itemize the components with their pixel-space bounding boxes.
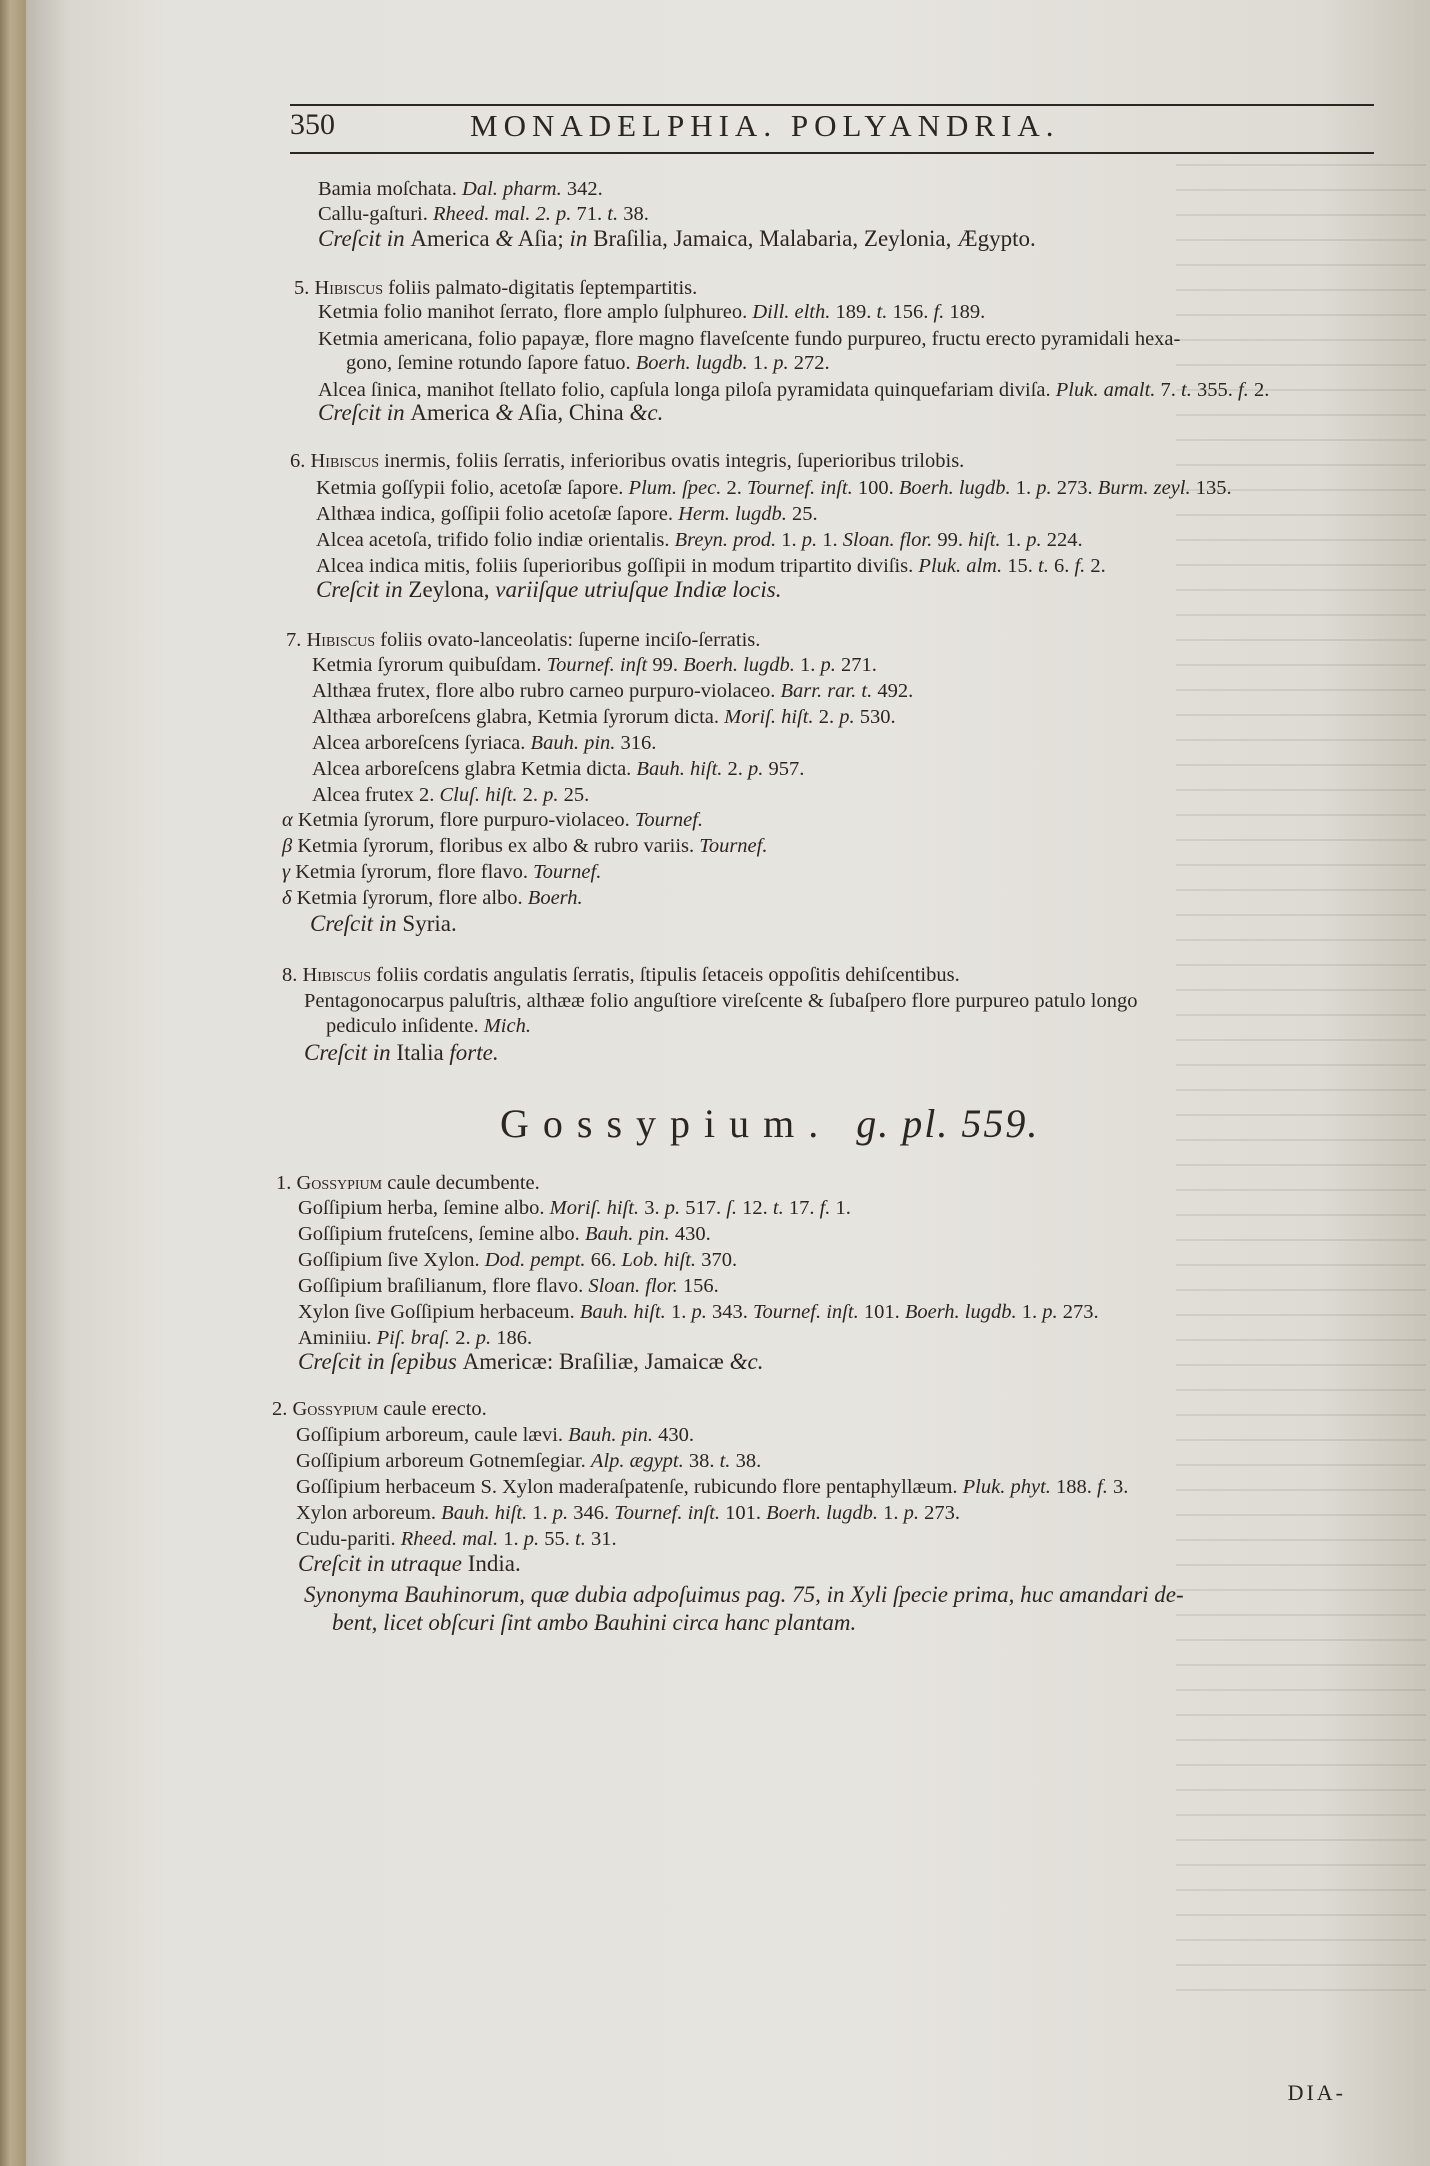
small-caps-segment: Hibiscus bbox=[310, 450, 379, 472]
italic-segment: p. bbox=[839, 706, 855, 728]
text-segment: Aſia, China bbox=[513, 400, 630, 425]
text-segment: 1. bbox=[830, 1197, 851, 1219]
italic-segment: Bauh. pin. bbox=[530, 732, 616, 754]
text-segment: 12. bbox=[737, 1197, 773, 1219]
text-segment: Goſſipium arboreum Gotnemſegiar. bbox=[296, 1450, 591, 1472]
italic-segment: variiſque utriuſque Indiæ locis. bbox=[495, 577, 782, 602]
italic-segment: f. bbox=[1097, 1476, 1108, 1498]
text-line bbox=[316, 501, 818, 527]
text-segment: Goſſipium arboreum, caule lævi. bbox=[296, 1424, 569, 1446]
text-segment: India. bbox=[467, 1551, 521, 1576]
habitat-line bbox=[310, 911, 457, 937]
text-segment: inermis, foliis ſerratis, inferioribus ovatis integris, ſuperioribus trilobis. bbox=[379, 450, 965, 472]
italic-segment: & bbox=[495, 226, 514, 251]
italic-segment: Pluk. alm. bbox=[918, 555, 1003, 577]
italic-segment: p. bbox=[801, 529, 818, 551]
italic-segment: Creſcit in bbox=[318, 226, 411, 251]
text-segment: Bamia moſchata. bbox=[318, 178, 463, 200]
small-caps-segment: Hibiscus bbox=[302, 964, 371, 986]
small-caps-segment: Hibiscus bbox=[306, 629, 375, 651]
text-segment: 186. bbox=[491, 1327, 533, 1349]
page-number: 350 bbox=[290, 108, 335, 141]
italic-segment: t. bbox=[607, 203, 619, 225]
text-segment: 1. bbox=[1016, 1301, 1043, 1323]
italic-segment: Piſ. braſ. bbox=[376, 1327, 451, 1349]
text-segment: 273. bbox=[918, 1502, 960, 1524]
italic-segment: & bbox=[495, 400, 514, 425]
text-line bbox=[296, 1500, 960, 1526]
text-segment: 6. bbox=[1048, 555, 1075, 577]
text-segment: Pentagonocarpus paluſtris, althææ folio anguſtiore vireſcente & ſubaſpero flore purpureo patulo longo bbox=[304, 990, 1138, 1012]
variety-line bbox=[282, 833, 767, 859]
text-line bbox=[296, 1422, 694, 1448]
text-segment: foliis ovato-lanceolatis: ſuperne inciſo-ſerratis. bbox=[375, 629, 761, 651]
italic-segment: p. bbox=[773, 352, 789, 374]
text-segment: 3. bbox=[1107, 1476, 1129, 1498]
text-segment: 1. bbox=[794, 654, 821, 676]
text-segment: 8. bbox=[282, 964, 303, 986]
text-segment: Ketmia ſyrorum, flore purpuro-violaceo. bbox=[292, 809, 635, 831]
genus-reference: g. pl. 559. bbox=[856, 1101, 1040, 1146]
text-segment: 38. bbox=[618, 203, 649, 225]
text-segment: 1. bbox=[817, 529, 843, 551]
italic-segment: p. bbox=[1042, 1301, 1058, 1323]
text-segment: 135. bbox=[1190, 477, 1232, 499]
text-line bbox=[316, 527, 1083, 553]
habitat-line bbox=[304, 1040, 499, 1066]
italic-segment: p. bbox=[552, 1502, 569, 1524]
italic-segment: Boerh. lugdb. bbox=[904, 1301, 1017, 1323]
text-line bbox=[312, 652, 877, 678]
italic-segment: Bauh. hiſt. bbox=[636, 758, 723, 780]
italic-segment: in bbox=[569, 226, 588, 251]
italic-segment: f. bbox=[933, 301, 945, 323]
text-segment: 1. bbox=[747, 352, 774, 374]
habitat-line bbox=[318, 400, 663, 426]
text-segment: 430. bbox=[669, 1223, 711, 1245]
italic-segment: Breyn. prod. bbox=[674, 529, 777, 551]
text-segment: Goſſipium ſive Xylon. bbox=[298, 1249, 485, 1271]
text-segment: 370. bbox=[696, 1249, 738, 1271]
text-line bbox=[296, 1474, 1128, 1500]
text-segment: 1. bbox=[1000, 529, 1027, 551]
text-segment: 346. bbox=[568, 1502, 615, 1524]
text-segment: Xylon arboreum. bbox=[296, 1502, 442, 1524]
text-line bbox=[296, 1448, 761, 1474]
catchword: DIA- bbox=[1287, 2080, 1346, 2105]
text-segment: 316. bbox=[615, 732, 657, 754]
text-segment: America bbox=[410, 400, 496, 425]
text-segment: Goſſipium fruteſcens, ſemine albo. bbox=[298, 1223, 585, 1245]
text-segment: 17. bbox=[783, 1197, 820, 1219]
italic-segment: Creſcit in bbox=[310, 911, 403, 936]
text-segment: Alcea indica mitis, foliis ſuperioribus goſſipii in modum tripartito diviſis. bbox=[316, 555, 919, 577]
text-segment: Alcea arboreſcens ſyriaca. bbox=[312, 732, 531, 754]
variety-line bbox=[282, 807, 703, 833]
text-segment: Xylon ſive Goſſipium herbaceum. bbox=[298, 1301, 580, 1323]
italic-segment: β bbox=[282, 835, 293, 857]
italic-segment: Tournef. bbox=[634, 809, 704, 831]
species-heading bbox=[294, 275, 697, 301]
text-segment: Ketmia goſſypii folio, acetoſæ ſapore. bbox=[316, 477, 629, 499]
text-line bbox=[296, 1526, 617, 1552]
italic-segment: Pluk. amalt. bbox=[1055, 379, 1156, 401]
text-segment: 156. bbox=[677, 1275, 719, 1297]
text-segment: Syria. bbox=[402, 911, 457, 936]
running-header bbox=[290, 98, 1374, 168]
text-segment: 189. bbox=[830, 301, 877, 323]
text-segment: 2. bbox=[721, 477, 747, 499]
italic-segment: bent, licet obſcuri ſint ambo Bauhini circa hanc plantam. bbox=[332, 1610, 857, 1635]
text-segment: 1. bbox=[1010, 477, 1037, 499]
text-line bbox=[318, 176, 603, 202]
italic-segment: p. bbox=[664, 1197, 681, 1219]
text-segment: 101. bbox=[720, 1502, 767, 1524]
text-segment: Alcea acetoſa, trifido folio indiæ orientalis. bbox=[316, 529, 675, 551]
text-segment: 5. bbox=[294, 277, 315, 299]
italic-segment: Herm. lugdb. bbox=[678, 503, 787, 525]
text-line bbox=[298, 1325, 532, 1351]
text-line bbox=[312, 756, 804, 782]
italic-segment: p. bbox=[903, 1502, 919, 1524]
italic-segment: Creſcit in bbox=[318, 400, 411, 425]
bleed-through-text bbox=[1176, 150, 1426, 2000]
text-segment: Americæ: Braſiliæ, Jamaicæ bbox=[462, 1349, 730, 1374]
text-segment: 71. bbox=[571, 203, 608, 225]
italic-segment: Dod. pempt. bbox=[484, 1249, 586, 1271]
text-segment: 2. bbox=[1085, 555, 1106, 577]
italic-segment: δ bbox=[282, 887, 292, 909]
italic-segment: hiſt. bbox=[968, 529, 1001, 551]
text-segment: 2. bbox=[813, 706, 840, 728]
text-line bbox=[312, 704, 896, 730]
italic-segment: t. bbox=[719, 1450, 731, 1472]
text-segment: 2. bbox=[517, 784, 544, 806]
italic-segment: f. bbox=[1237, 379, 1249, 401]
text-segment: Althæa frutex, flore albo rubro carneo purpuro-violaceo. bbox=[312, 680, 781, 702]
italic-segment: Synonyma Bauhinorum, quæ dubia adpoſuimus pag. 75, in Xyli ſpecie prima, huc amandari de- bbox=[304, 1582, 1184, 1607]
italic-segment: Tournef. inſt bbox=[546, 654, 648, 676]
text-segment: Ketmia ſyrorum quibuſdam. bbox=[312, 654, 547, 676]
italic-segment: Rheed. mal. 2. p. bbox=[433, 203, 572, 225]
text-line bbox=[298, 1247, 737, 1273]
habitat-line bbox=[318, 226, 1036, 252]
italic-segment: Boerh. bbox=[527, 887, 583, 909]
italic-segment: &c. bbox=[729, 1349, 764, 1374]
text-segment: 99. bbox=[647, 654, 684, 676]
text-segment: 38. bbox=[683, 1450, 720, 1472]
text-line bbox=[298, 1221, 711, 1247]
text-segment: 100. bbox=[852, 477, 899, 499]
italic-segment: p. bbox=[523, 1528, 540, 1550]
genus-name: Gossypium. bbox=[500, 1101, 833, 1146]
italic-segment: Creſcit in bbox=[304, 1040, 397, 1065]
italic-segment: t. bbox=[1038, 555, 1049, 577]
variety-line bbox=[282, 859, 601, 885]
small-caps-segment: Gossypium bbox=[296, 1172, 383, 1194]
text-segment: 1. bbox=[665, 1301, 692, 1323]
italic-segment: α bbox=[282, 809, 293, 831]
running-head-title: MONADELPHIA. POLYANDRIA. bbox=[470, 108, 1060, 143]
text-segment: 7. bbox=[286, 629, 307, 651]
species-heading bbox=[272, 1396, 487, 1422]
text-segment: 272. bbox=[788, 352, 830, 374]
italic-segment: f. bbox=[819, 1197, 831, 1219]
italic-segment: Rheed. mal. bbox=[400, 1528, 499, 1550]
text-segment: 6. bbox=[290, 450, 311, 472]
species-heading bbox=[290, 448, 964, 474]
italic-segment: Dal. pharm. bbox=[462, 178, 562, 200]
text-line bbox=[326, 1013, 531, 1039]
italic-segment: Bauh. pin. bbox=[584, 1223, 670, 1245]
italic-segment: Moriſ. hiſt. bbox=[724, 706, 814, 728]
text-segment: 492. bbox=[872, 680, 914, 702]
text-segment: 25. bbox=[558, 784, 590, 806]
italic-segment: p. bbox=[475, 1327, 492, 1349]
italic-segment: t. bbox=[575, 1528, 586, 1550]
text-segment: 530. bbox=[854, 706, 896, 728]
text-line bbox=[312, 730, 656, 756]
italic-segment: Boerh. lugdb. bbox=[683, 654, 795, 676]
text-segment: Ketmia ſyrorum, flore flavo. bbox=[290, 861, 534, 883]
italic-segment: Dill. elth. bbox=[752, 301, 831, 323]
text-line bbox=[316, 475, 1232, 501]
italic-segment: p. bbox=[820, 654, 836, 676]
italic-segment: f. bbox=[1074, 555, 1086, 577]
italic-segment: t. bbox=[876, 301, 888, 323]
text-segment: 3. bbox=[639, 1197, 665, 1219]
italic-segment: Lob. hiſt. bbox=[621, 1249, 697, 1271]
italic-segment: Boerh. lugdb. bbox=[898, 477, 1011, 499]
italic-segment: p. bbox=[691, 1301, 707, 1323]
italic-segment: &c. bbox=[629, 400, 664, 425]
text-line bbox=[298, 1299, 1099, 1325]
italic-segment: Plum. ſpec. bbox=[628, 477, 722, 499]
text-segment: Goſſipium herba, ſemine albo. bbox=[298, 1197, 550, 1219]
text-segment: Goſſipium braſilianum, flore flavo. bbox=[298, 1275, 589, 1297]
italic-segment: forte. bbox=[449, 1040, 499, 1065]
text-segment: Braſilia, Jamaica, Malabaria, Zeylonia, Ægypto. bbox=[587, 226, 1036, 251]
text-segment: Aſia; bbox=[513, 226, 570, 251]
text-segment: 430. bbox=[652, 1424, 694, 1446]
text-segment: 343. bbox=[706, 1301, 753, 1323]
italic-segment: Creſcit in bbox=[316, 577, 409, 602]
text-segment: 2. bbox=[450, 1327, 476, 1349]
habitat-line bbox=[298, 1349, 763, 1375]
note-line bbox=[304, 1582, 1184, 1608]
text-segment: 957. bbox=[763, 758, 805, 780]
italic-segment: p. bbox=[1036, 477, 1052, 499]
text-segment: 273. bbox=[1057, 1301, 1099, 1323]
text-segment: Goſſipium herbaceum S. Xylon maderaſpatenſe, rubicundo flore pentaphyllæum. bbox=[296, 1476, 963, 1498]
text-segment: foliis palmato-digitatis ſeptempartitis. bbox=[383, 277, 698, 299]
text-segment: 55. bbox=[539, 1528, 575, 1550]
header-rule-bottom bbox=[290, 152, 1374, 154]
italic-segment: Pluk. phyt. bbox=[962, 1476, 1051, 1498]
text-segment: Ketmia folio manihot ſerrato, flore amplo ſulphureo. bbox=[318, 301, 753, 323]
text-segment: 2. bbox=[1248, 379, 1270, 401]
text-segment: Alcea frutex 2. bbox=[312, 784, 440, 806]
italic-segment: t. bbox=[772, 1197, 784, 1219]
text-line bbox=[312, 678, 913, 704]
italic-segment: Bauh. hiſt. bbox=[441, 1502, 528, 1524]
text-segment: caule erecto. bbox=[378, 1398, 487, 1420]
text-line bbox=[312, 782, 589, 808]
italic-segment: Creſcit in ſepibus bbox=[298, 1349, 463, 1374]
text-line bbox=[304, 988, 1137, 1014]
italic-segment: Alp. ægypt. bbox=[590, 1450, 684, 1472]
italic-segment: t. bbox=[1181, 379, 1192, 401]
italic-segment: Moriſ. hiſt. bbox=[549, 1197, 640, 1219]
text-segment: Alcea arboreſcens glabra Ketmia dicta. bbox=[312, 758, 637, 780]
text-segment: 66. bbox=[585, 1249, 622, 1271]
italic-segment: Bauh. pin. bbox=[568, 1424, 653, 1446]
text-segment: 1. bbox=[776, 529, 802, 551]
text-segment: 2. bbox=[722, 758, 749, 780]
italic-segment: Cluſ. hiſt. bbox=[439, 784, 518, 806]
text-segment: 355. bbox=[1191, 379, 1238, 401]
variety-line bbox=[282, 885, 583, 911]
italic-segment: Boerh. lugdb. bbox=[635, 352, 748, 374]
italic-segment: Tournef. bbox=[699, 835, 768, 857]
italic-segment: p. bbox=[1026, 529, 1042, 551]
italic-segment: Sloan. flor. bbox=[588, 1275, 678, 1297]
small-caps-segment: Gossypium bbox=[292, 1398, 379, 1420]
book-spine-edge bbox=[0, 0, 26, 2166]
text-segment: Althæa indica, goſſipii folio acetoſæ ſapore. bbox=[316, 503, 679, 525]
text-segment: 271. bbox=[835, 654, 877, 676]
text-segment: 15. bbox=[1002, 555, 1038, 577]
text-segment: Aminiiu. bbox=[298, 1327, 377, 1349]
text-segment: Ketmia americana, folio papayæ, flore magno flaveſcente fundo purpureo, fructu erecto pyramidali hexa- bbox=[318, 328, 1181, 350]
text-segment: 1. bbox=[276, 1172, 297, 1194]
text-line bbox=[298, 1195, 851, 1221]
text-segment: 1. bbox=[877, 1502, 904, 1524]
text-segment: Ketmia ſyrorum, floribus ex albo & rubro variis. bbox=[292, 835, 700, 857]
text-segment: 99. bbox=[932, 529, 969, 551]
text-segment: Alcea ſinica, manihot ſtellato folio, capſula longa piloſa pyramidata quinquefariam diviſa. bbox=[318, 379, 1056, 401]
text-segment: 188. bbox=[1050, 1476, 1098, 1498]
italic-segment: Burm. zeyl. bbox=[1097, 477, 1191, 499]
text-line bbox=[346, 350, 830, 376]
italic-segment: γ bbox=[282, 861, 291, 883]
italic-segment: p. bbox=[748, 758, 764, 780]
text-segment: Cudu-pariti. bbox=[296, 1528, 401, 1550]
text-line bbox=[316, 553, 1106, 579]
text-segment: Zeylona, bbox=[408, 577, 496, 602]
text-segment: 101. bbox=[858, 1301, 905, 1323]
text-segment: pediculo inſidente. bbox=[326, 1015, 484, 1037]
italic-segment: Tournef. inſt. bbox=[614, 1502, 721, 1524]
text-segment: Ketmia ſyrorum, flore albo. bbox=[291, 887, 528, 909]
text-segment: 517. bbox=[680, 1197, 727, 1219]
text-segment: 1. bbox=[498, 1528, 524, 1550]
text-segment: Italia bbox=[396, 1040, 450, 1065]
text-segment: 342. bbox=[561, 178, 603, 200]
italic-segment: p. bbox=[543, 784, 559, 806]
italic-segment: Barr. rar. t. bbox=[780, 680, 873, 702]
species-heading bbox=[286, 627, 760, 653]
text-segment: 31. bbox=[585, 1528, 617, 1550]
text-segment: caule decumbente. bbox=[382, 1172, 540, 1194]
text-segment: 156. bbox=[887, 301, 934, 323]
text-segment: 25. bbox=[786, 503, 818, 525]
note-line bbox=[332, 1610, 856, 1636]
text-line bbox=[318, 299, 985, 325]
italic-segment: Boerh. lugdb. bbox=[766, 1502, 878, 1524]
italic-segment: Bauh. hiſt. bbox=[579, 1301, 666, 1323]
text-segment: gono, ſemine rotundo ſapore fatuo. bbox=[346, 352, 636, 374]
text-segment: 7. bbox=[1155, 379, 1182, 401]
text-segment: 1. bbox=[527, 1502, 553, 1524]
habitat-line bbox=[316, 577, 781, 603]
text-line bbox=[318, 326, 1180, 352]
header-rule-top bbox=[290, 104, 1374, 106]
text-segment: 224. bbox=[1041, 529, 1083, 551]
text-segment: foliis cordatis angulatis ſerratis, ſtipulis ſetaceis oppoſitis dehiſcentibus. bbox=[371, 964, 960, 986]
italic-segment: Tournef. bbox=[533, 861, 602, 883]
text-line bbox=[298, 1273, 719, 1299]
italic-segment: Creſcit in utraque bbox=[298, 1551, 468, 1576]
genus-heading bbox=[500, 1100, 1039, 1147]
habitat-line bbox=[298, 1551, 521, 1577]
text-segment: 38. bbox=[730, 1450, 762, 1472]
text-segment: Althæa arboreſcens glabra, Ketmia ſyrorum dicta. bbox=[312, 706, 725, 728]
text-line bbox=[318, 201, 649, 227]
italic-segment: Tournef. inſt. bbox=[752, 1301, 859, 1323]
species-heading bbox=[282, 962, 960, 988]
species-heading bbox=[276, 1170, 540, 1196]
italic-segment: ſ. bbox=[726, 1197, 738, 1219]
text-segment: Callu-gaſturi. bbox=[318, 203, 434, 225]
italic-segment: Mich. bbox=[483, 1015, 531, 1037]
small-caps-segment: Hibiscus bbox=[314, 277, 383, 299]
italic-segment: Tournef. inſt. bbox=[746, 477, 853, 499]
text-segment: 189. bbox=[944, 301, 986, 323]
text-segment: America bbox=[410, 226, 496, 251]
italic-segment: Sloan. flor. bbox=[842, 529, 933, 551]
text-segment: 273. bbox=[1051, 477, 1098, 499]
text-segment: 2. bbox=[272, 1398, 293, 1420]
